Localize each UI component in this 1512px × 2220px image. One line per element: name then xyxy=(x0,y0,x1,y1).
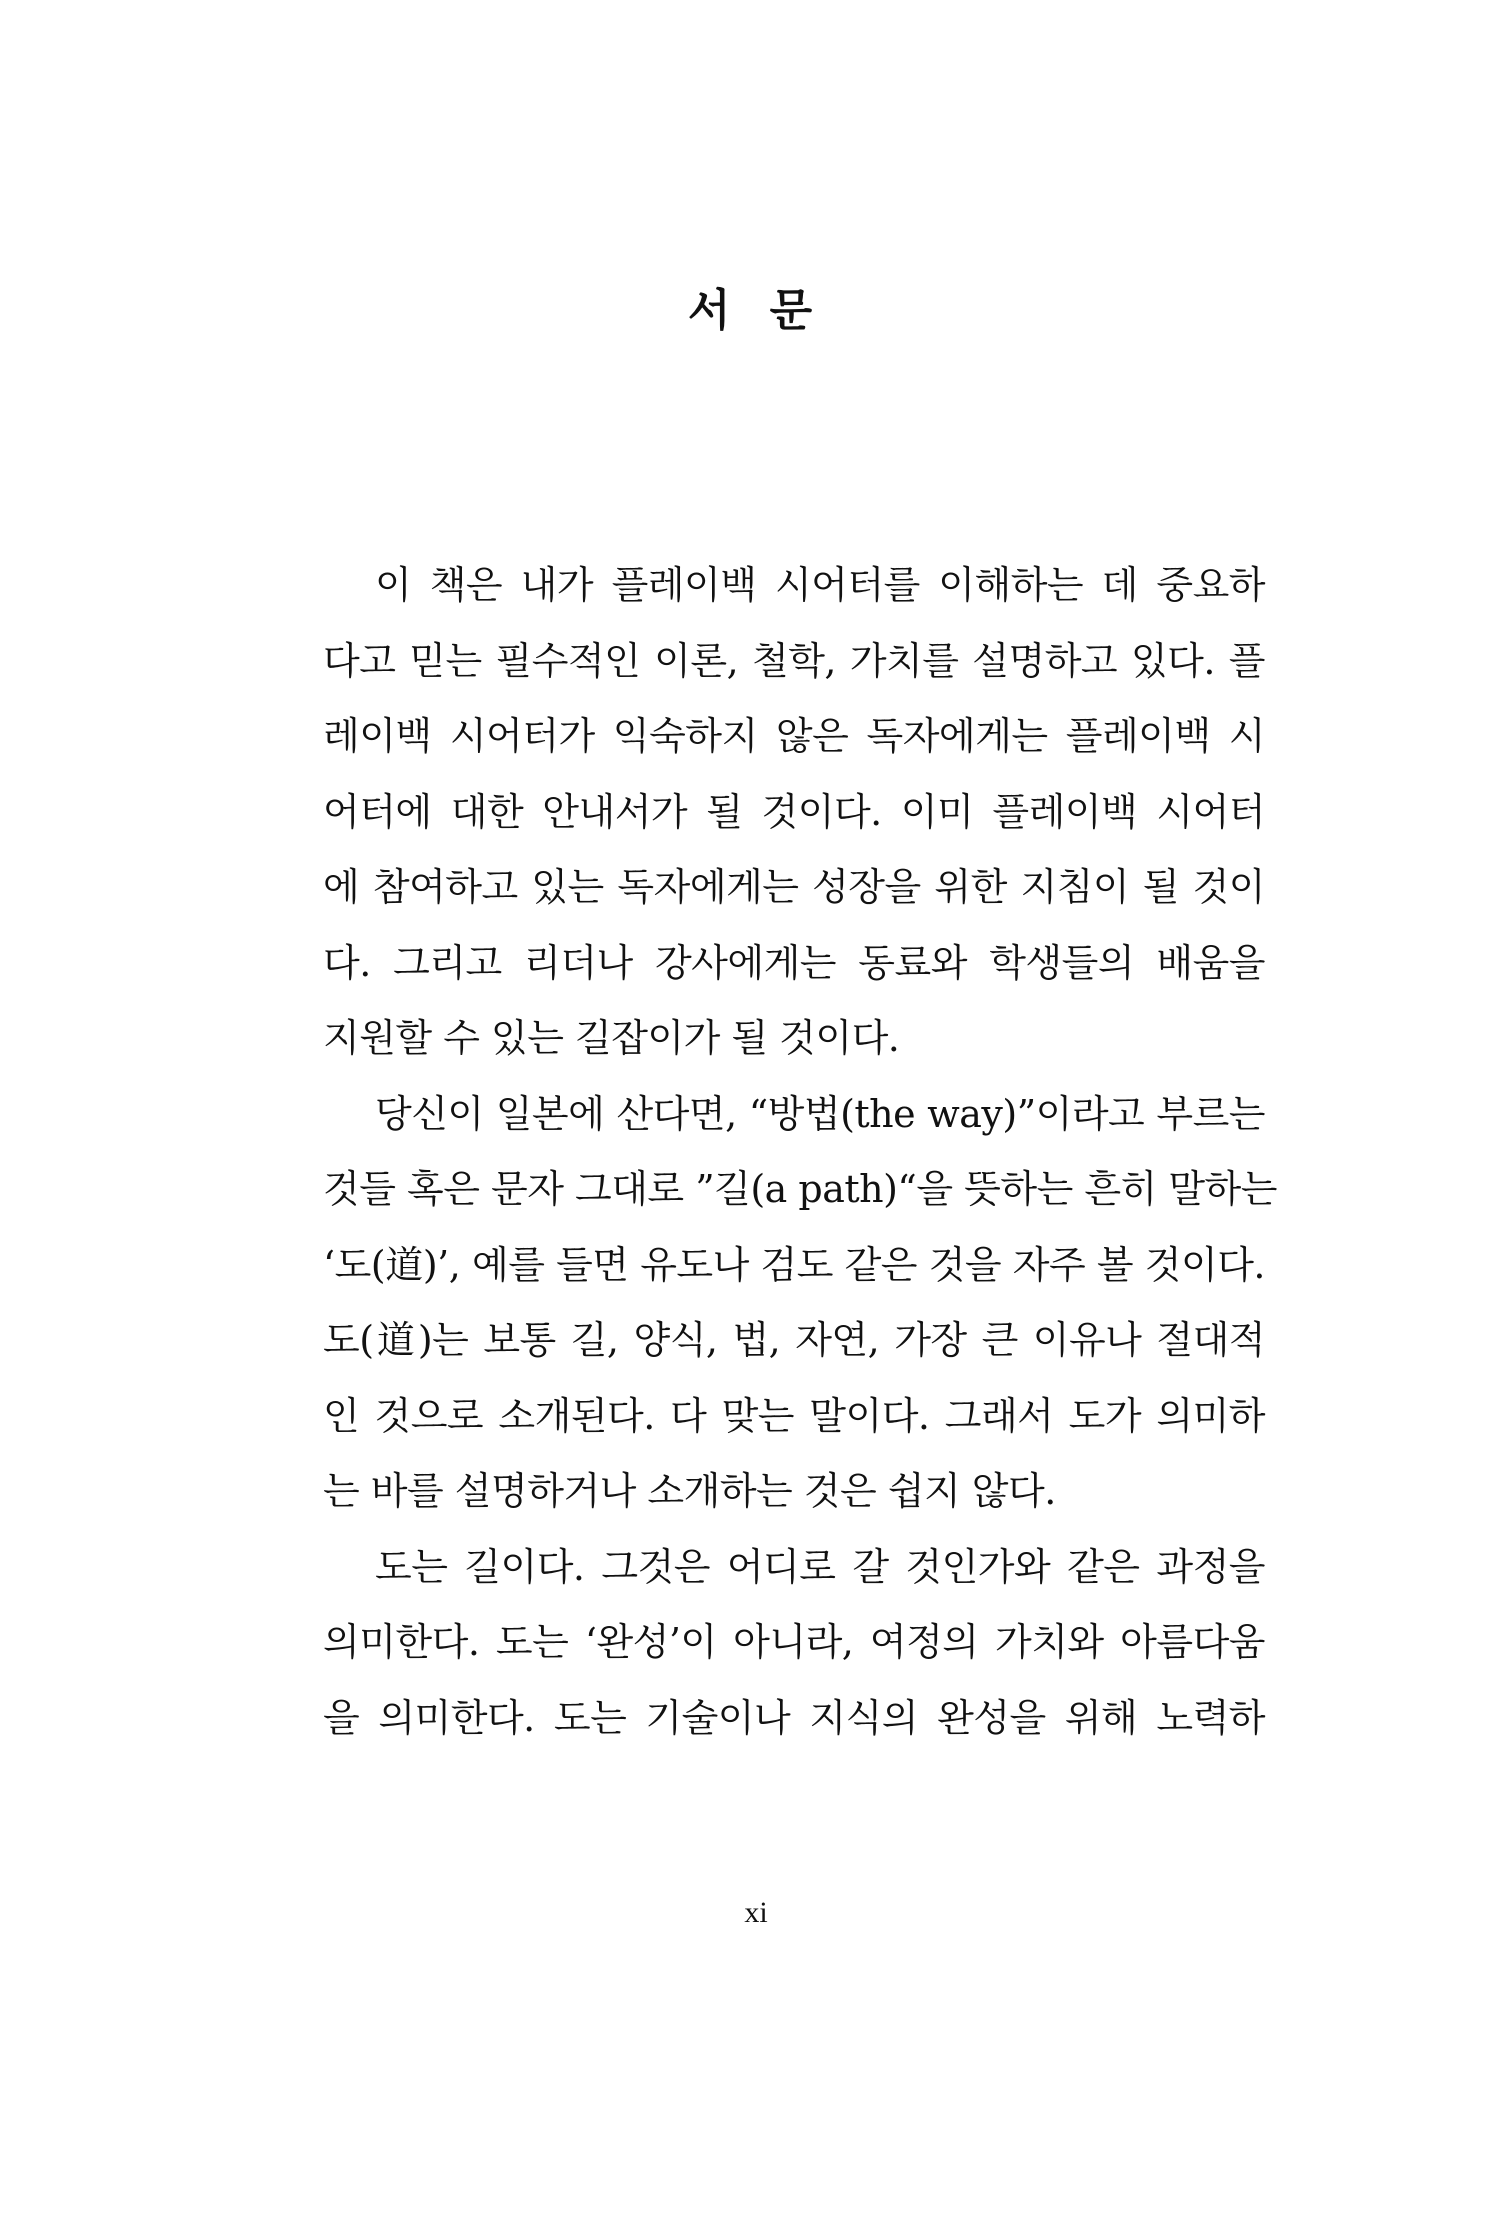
text-line: 는 바를 설명하거나 소개하는 것은 쉽지 않다. xyxy=(323,1469,1056,1513)
text-line: 다. 그리고 리더나 강사에게는 동료와 학생들의 배움을 xyxy=(323,940,1265,985)
body-text xyxy=(323,553,1277,1761)
text-line: 다고 믿는 필수적인 이론, 철학, 가치를 설명하고 있다. 플 xyxy=(323,638,1265,683)
paragraph-2 xyxy=(323,1082,1277,1535)
text-line: 도는 길이다. 그것은 어디로 갈 것인가와 같은 과정을 xyxy=(375,1544,1265,1589)
text-line: 의미한다. 도는 ‘완성’이 아니라, 여정의 가치와 아름다움 xyxy=(323,1620,1265,1664)
page-title: 서 문 xyxy=(687,285,825,337)
text-line: 이 책은 내가 플레이백 시어터를 이해하는 데 중요하 xyxy=(375,563,1265,607)
text-line: 어터에 대한 안내서가 될 것이다. 이미 플레이백 시어터 xyxy=(323,789,1265,834)
text-line: 인 것으로 소개된다. 다 맞는 말이다. 그래서 도가 의미하 xyxy=(323,1393,1265,1438)
text-line: 당신이 일본에 산다면, “방법(the way)”이라고 부르는 xyxy=(375,1091,1265,1136)
page-number: xi xyxy=(744,1896,768,1929)
paragraph-1 xyxy=(323,553,1265,1082)
text-line: 을 의미한다. 도는 기술이나 지식의 완성을 위해 노력하 xyxy=(323,1695,1265,1740)
text-line: ‘도(道)’, 예를 들면 유도나 검도 같은 것을 자주 볼 것이다. xyxy=(323,1242,1265,1287)
paragraph-3 xyxy=(323,1535,1265,1762)
text-line: 지원할 수 있는 길잡이가 될 것이다. xyxy=(323,1016,900,1060)
text-line: 레이백 시어터가 익숙하지 않은 독자에게는 플레이백 시 xyxy=(323,714,1265,758)
text-line: 것들 혹은 문자 그대로 ”길(a path)“을 뜻하는 흔히 말하는 xyxy=(323,1167,1277,1211)
text-line: 에 참여하고 있는 독자에게는 성장을 위한 지침이 될 것이 xyxy=(323,865,1265,909)
text-line: 도(道)는 보통 길, 양식, 법, 자연, 가장 큰 이유나 절대적 xyxy=(323,1318,1265,1362)
